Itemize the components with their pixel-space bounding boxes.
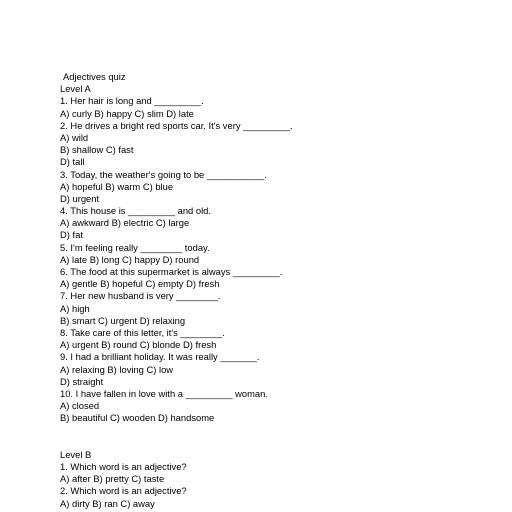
answer-options: A) late B) long C) happy D) round — [60, 253, 200, 265]
level-b-heading: Level B — [60, 448, 92, 460]
answer-options: D) straight — [60, 375, 104, 387]
level-a-section — [60, 83, 500, 424]
answer-options: A) urgent B) round C) blonde D) fresh — [60, 339, 217, 351]
answer-options: A) hopeful B) warm C) blue — [60, 180, 174, 192]
answer-options: A) gentle B) hopeful C) empty D) fresh — [60, 278, 220, 290]
answer-options: B) smart C) urgent D) relaxing — [60, 314, 186, 326]
question-text: 10. I have fallen in love with a _________ woman. — [60, 387, 268, 399]
answer-options: D) urgent — [60, 192, 100, 204]
section-gap — [60, 424, 500, 448]
answer-options: A) curly B) happy C) slim D) late — [60, 107, 194, 119]
answer-options: A) wild — [60, 131, 89, 143]
question-text: 2. Which word is an adjective? — [60, 485, 187, 497]
question-text: 4. This house is _________ and old. — [60, 205, 211, 217]
question-text: 5. I'm feeling really ________ today. — [60, 241, 210, 253]
answer-options: B) shallow C) fast — [60, 144, 134, 156]
question-text: 1. Her hair is long and _________. — [60, 95, 204, 107]
answer-options: A) relaxing B) loving C) low — [60, 363, 174, 375]
answer-options: A) after B) pretty C) taste — [60, 473, 165, 485]
answer-options: B) beautiful C) wooden D) handsome — [60, 412, 215, 424]
question-text: 2. He drives a bright red sports car. It's very _________. — [60, 119, 293, 131]
question-text: 6. The food at this supermarket is always _________. — [60, 266, 283, 277]
level-a-questions — [60, 95, 500, 424]
answer-options: A) dirty B) ran C) away — [60, 497, 155, 509]
level-a-heading: Level A — [60, 83, 91, 95]
question-text: 3. Today, the weather's going to be ___________. — [60, 168, 267, 180]
answer-options: A) closed — [60, 400, 100, 412]
question-text: 7. Her new husband is very ________. — [60, 290, 221, 302]
answer-options: D) fat — [60, 229, 83, 241]
level-b-questions — [60, 461, 500, 510]
answer-options: D) tall — [60, 156, 85, 168]
answer-options: A) high — [60, 302, 90, 314]
level-b-section — [60, 449, 500, 510]
quiz-title: Adjectives quiz — [63, 71, 126, 82]
question-text: 1. Which word is an adjective? — [60, 461, 187, 473]
answer-options: A) awkward B) electric C) large — [60, 217, 190, 229]
question-text: 9. I had a brilliant holiday. It was really _______. — [60, 351, 260, 363]
question-text: 8. Take care of this letter, it's ________. — [60, 326, 225, 338]
quiz-document — [60, 71, 500, 510]
